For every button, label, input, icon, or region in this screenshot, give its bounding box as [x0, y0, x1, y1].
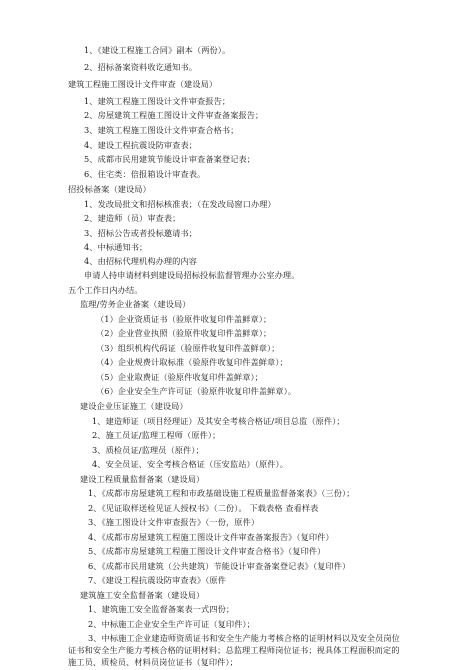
text-line: 1、《建设工程施工合同》副本（两份）。	[84, 45, 231, 55]
text-line: （3）组织机构代码证（验原件收复印件盖鲜章）；	[96, 343, 280, 353]
text-line: 五个工作日内办结。	[68, 285, 143, 295]
text-line: 2、建造师（员）审查表；	[84, 213, 181, 223]
section-heading: 建设企业压证施工（建设局）	[80, 401, 188, 411]
text-line: 3、中标施工企业建造师资质证书和安全生产能力考核合格的证明材料以及安全员岗位	[88, 633, 400, 643]
text-line: 2、中标施工企业安全生产许可证（复印件）；	[88, 619, 255, 629]
text-line: 6、住宅类：倍报箱设计审查表。	[84, 169, 206, 179]
text-line: 证书和安全生产能力考核合格的证明材料；总监理工程师岗位证书；视具体工程面积而定的	[68, 645, 400, 655]
section-heading: 监理/劳务企业备案（建设局）	[80, 299, 191, 309]
text-line: 3、《施工图设计文件审查报告》（一份，原件）	[88, 517, 260, 527]
text-line: 1、发改局批文和招标核准表；（在发改局窗口办理）	[84, 199, 276, 209]
text-line: 4、安全员证、安全考核合格证（压安监站）（原件）。	[92, 459, 289, 469]
text-line: 1、建筑施工安全监督备案表一式四份；	[88, 604, 235, 614]
text-line: 1、《成都市房屋建筑工程和市政基础设施工程质量监督备案表》（三份）；	[88, 488, 355, 498]
text-line: （6）企业安全生产许可证（验原件收复印件盖鲜章）。	[96, 386, 297, 396]
text-line: 4、《成都市房屋建筑工程施工图设计文件审查备案报告》（复印件）	[88, 532, 334, 542]
text-line: 2、《见证取样送检见证人授权书》（二份）。 下载表格 查看样表	[88, 503, 319, 513]
text-line: 4、建设工程抗震设防审查表；	[84, 140, 198, 150]
text-line: 7、《建设工程抗震设防审查表》（原件	[88, 575, 226, 585]
section-heading: 建设工程质量监督备案（建设局）	[80, 474, 205, 484]
text-line: （2）企业营业执照（验原件收复印件盖鲜章）；	[96, 328, 272, 338]
text-line: 3、建筑工程施工图设计文件审查合格书；	[84, 125, 239, 135]
text-line: 4、由招标代理机构办理的内容	[84, 256, 198, 266]
text-line: 3、质检员证/监理员（原件）；	[92, 445, 204, 455]
text-line: （4）企业规费计取标准（验原件收复印件盖鲜章）；	[96, 357, 288, 367]
text-line: 2、施工员证/监理工程师（原件）；	[92, 430, 221, 440]
text-line: 3、招标公告或者投标邀请书；	[84, 228, 198, 238]
text-line: 施工员、质检员、材料员岗位证书（复印件）；	[68, 657, 238, 667]
text-line: （1）企业资质证书（验原件收复印件盖鲜章）；	[96, 314, 272, 324]
section-heading: 建筑工程施工图设计文件审查（建设局）	[68, 79, 218, 89]
text-line: （5）企业取费证（验原件收复印件盖鲜章）；	[96, 372, 263, 382]
text-line: 5、《成都市房屋建筑工程施工图设计文件审查合格书》（复印件）	[88, 546, 326, 556]
text-line: 1、建筑工程施工图设计文件审查报告；	[84, 96, 231, 106]
text-line: 6、《成都市民用建筑（公共建筑）节能设计审查备案登记表》（复印件）	[88, 561, 351, 571]
text-line: 申请人持申请材料到建设局招标投标监督管理办公室办理。	[84, 270, 300, 280]
section-heading: 招投标备案（建设局）	[68, 184, 151, 194]
text-line: 4、中标通知书；	[84, 242, 148, 252]
text-line: 1、建造师证（项目经理证）及其安全考核合格证/项目总监（原件）；	[92, 416, 345, 426]
text-line: 2、招标备案资料收讫通知书。	[84, 62, 198, 72]
text-line: 5、成都市民用建筑节能设计审查备案登记表；	[84, 154, 256, 164]
text-line: 2、房屋建筑工程施工图设计文件审查备案报告；	[84, 110, 264, 120]
section-heading: 建筑施工安全监督备案（建设局）	[80, 590, 205, 600]
